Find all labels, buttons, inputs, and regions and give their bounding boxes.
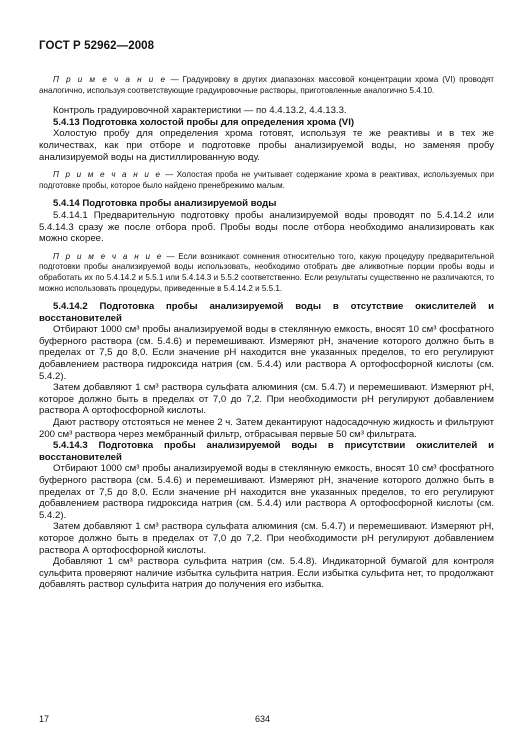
body-paragraph: Дают раствору отстояться не менее 2 ч. Затем декантируют надосадочную жидкость и фильтруют 200 см³ раствора через мембранный фильтр, отбрасывая первые 50 см³ фильтрата. <box>39 417 494 440</box>
body-paragraph: Контроль градуировочной характеристики — по 4.4.13.2, 4.4.13.3. <box>53 105 347 117</box>
note-label: П р и м е ч а н и е <box>53 75 167 84</box>
note-label: П р и м е ч а н и е <box>53 170 162 180</box>
page-number-left: 17 <box>39 714 50 724</box>
body-paragraph: Затем добавляют 1 см³ раствора сульфата алюминия (см. 5.4.7) и перемешивают. Измеряют pH, которое должно быть в пределах от 7,0 до 7,2. При необходимости pH регулируют добавлением раствора А ортофосфорной кислоты. <box>39 521 494 556</box>
body-paragraph: Добавляют 1 см³ раствора сульфита натрия (см. 5.4.8). Индикаторной бумагой для контроля сульфита проверяют наличие избытка сульфита натрия. Если избытка сульфита нет, то продолжают добавлять раствор сульфита натрия до получения его избытка. <box>39 556 494 591</box>
note-paragraph: П р и м е ч а н и е — Холостая проба не учитывает содержание хрома в реактивах, используемых при подготовке пробы, которое было найдено пренебрежимо малым. <box>39 170 495 190</box>
body-paragraph: Затем добавляют 1 см³ раствора сульфата алюминия (см. 5.4.7) и перемешивают. Измеряют pH, которое должно быть в пределах от 7,0 до 7,2. При необходимости pH регулируют добавлением раствора А ортофосфорной кислоты. <box>39 382 494 417</box>
page-number-center: 634 <box>255 714 271 724</box>
page-content <box>39 70 494 591</box>
body-paragraph: 5.4.14.1 Предварительную подготовку пробы анализируемой воды проводят по 5.4.14.2 или 5.4.14.3 сразу же после отбора проб. Пробы воды после отбора необходимо анализировать как можно скорее. <box>39 209 494 245</box>
section-heading: 5.4.14.3 Подготовка пробы анализируемой воды в присутствии окислителей и восстановителей <box>39 440 494 463</box>
note-label: П р и м е ч а н и е <box>53 251 163 261</box>
note-paragraph: П р и м е ч а н и е — Градуировку в других диапазонах массовой концентрации хрома (VI) проводят аналогично, используя соответствующие градуировочные растворы, приготовленные аналогично 5.4.10. <box>39 75 495 95</box>
body-paragraph: Холостую пробу для определения хрома готовят, используя те же реактивы и в тех же количествах, как при отборе и подготовке пробы анализируемой воды, но заменяя пробу анализируемой воды на дистиллированную воду. <box>39 128 494 163</box>
section-heading: 5.4.14.2 Подготовка пробы анализируемой воды в отсутствие окислителей и восстановителей <box>39 301 494 324</box>
page-header: ГОСТ Р 52962—2008 <box>39 40 155 52</box>
body-paragraph: Отбирают 1000 см³ пробы анализируемой воды в стеклянную емкость, вносят 10 см³ фосфатного буферного раствора (см. 5.4.6) и перемешивают. Измеряют pH, значение которого должно быть в пределах от 7,5 до 8,0. Если значение pH находится вне указанных пределов, то его регулируют добавлением раствора гидроксида натрия (см. 5.4.4) или раствора А ортофосфорной кислоты (см. 5.4.2). <box>39 463 494 521</box>
body-paragraph: Отбирают 1000 см³ пробы анализируемой воды в стеклянную емкость, вносят 10 см³ фосфатного буферного раствора (см. 5.4.6) и перемешивают. Измеряют pH, значение которого должно быть в пределах от 7,5 до 8,0. Если значение pH находится вне указанных пределов, то его регулируют добавлением раствора гидроксида натрия (см. 5.4.4) или раствора А ортофосфорной кислоты (см. 5.4.2). <box>39 324 494 382</box>
section-heading: 5.4.13 Подготовка холостой пробы для определения хрома (VI) <box>53 116 355 128</box>
note-paragraph: П р и м е ч а н и е — Если возникают сомнения относительно того, какую процедуру предварительной подготовки пробы анализируемой воды использовать, необходимо отобрать две аликвотные порции пробы воды и обработать их по 5.4.14.2 и 5.5.1 или 5.4.14.3 и 5.5.2 соответственно. Если результаты существенно не различаются, то можно использовать процедуры, приведенные в 5.4.14.2 и 5.5.1. <box>39 251 494 293</box>
section-heading: 5.4.14 Подготовка пробы анализируемой воды <box>53 198 277 210</box>
